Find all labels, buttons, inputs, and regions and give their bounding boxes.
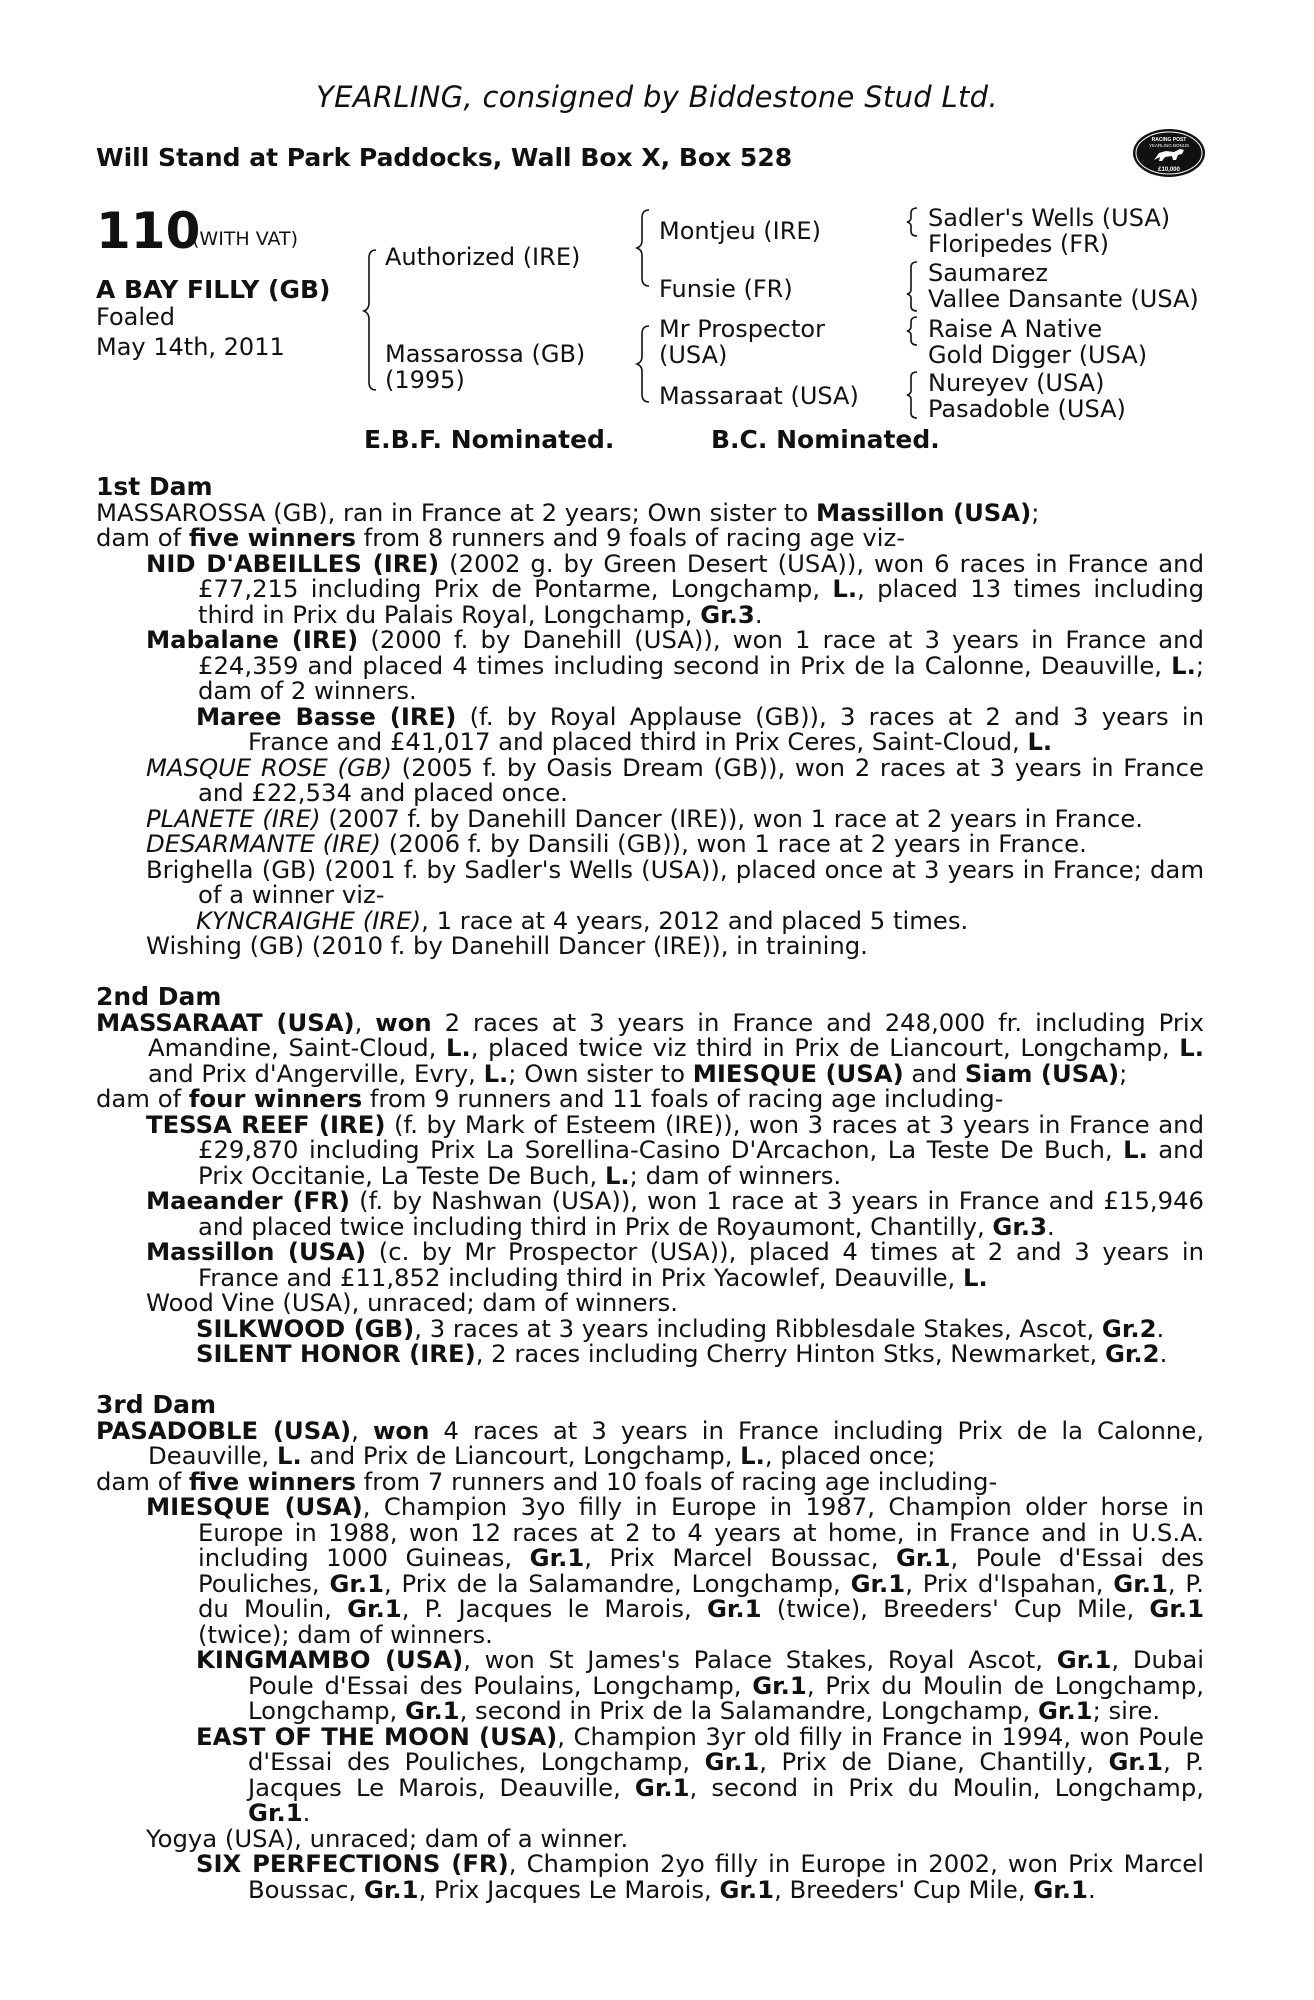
progeny-entry	[96, 831, 1204, 857]
text-run: MASSAROSSA (GB), ran in France at 2 years; Own sister to	[96, 497, 817, 527]
progeny-entry: Brighella (GB) (2001 f. by Sadler's Wells (USA)), placed once at 3 years in France; dam of a winner viz-	[146, 854, 1204, 909]
bold-text: L.	[832, 574, 858, 603]
text-run: , second in Prix du Moulin, Longchamp,	[689, 1772, 1204, 1802]
bold-text: Siam (USA)	[964, 1058, 1120, 1088]
text-run: .	[1087, 1874, 1096, 1904]
pedigree-g6: Gold Digger (USA)	[928, 341, 1148, 369]
ebf-nomination: E.B.F. Nominated.	[364, 425, 615, 454]
text-run: , placed twice viz third in Prix de Liancourt, Longchamp,	[470, 1033, 1180, 1062]
text-run: , Poule d'Essai des Pouliches,	[198, 1543, 1204, 1598]
text-run: ; Own sister to	[508, 1058, 693, 1088]
bracket-dam	[637, 326, 649, 402]
pedigree-dam	[385, 341, 585, 393]
bold-text: Gr.1	[1108, 1747, 1164, 1776]
text-run: ,	[351, 1415, 373, 1445]
bracket-g2	[907, 262, 917, 311]
progeny-entry	[96, 1494, 1204, 1647]
pedigree-g4: Vallee Dansante (USA)	[928, 285, 1199, 313]
bold-text: TESSA REEF (IRE)	[146, 1109, 386, 1139]
text-run: PLANETE (IRE)	[146, 803, 321, 833]
bold-text: KINGMAMBO (USA)	[196, 1645, 464, 1674]
text-run: DESARMANTE (IRE)	[146, 829, 382, 858]
bold-text: Massillon (USA)	[816, 497, 1032, 527]
text-run: , Prix Jacques Le Marois,	[418, 1874, 720, 1904]
progeny-entry	[96, 1341, 1204, 1367]
progeny-entry	[96, 1721, 1204, 1827]
text-run: .	[302, 1798, 311, 1827]
pedigree-dam-sire-country: (USA)	[659, 341, 728, 369]
text-run: and Prix d'Angerville, Evry,	[148, 1058, 484, 1088]
text-run: , Breeders' Cup Mile,	[774, 1874, 1034, 1904]
bold-text: MASSARAAT (USA)	[96, 1007, 355, 1037]
bold-text: Gr.2	[1101, 1313, 1157, 1343]
dam-sections	[96, 474, 1204, 1902]
bold-text: won	[372, 1415, 430, 1445]
progeny-entry: Yogya (USA), unraced; dam of a winner.	[146, 1823, 629, 1853]
bold-text: L.	[483, 1058, 509, 1088]
text-run: (twice), Breeders' Cup Mile,	[761, 1594, 1150, 1623]
text-run: .	[1159, 1339, 1168, 1368]
bracket-sire	[637, 210, 649, 286]
bold-text: Gr.2	[1104, 1339, 1160, 1368]
text-run: dam of	[96, 1466, 189, 1496]
text-run: , 2 races including Cherry Hinton Stks, Newmarket,	[475, 1339, 1105, 1368]
pedigree-g5: Raise A Native	[928, 315, 1103, 343]
text-run: .	[754, 599, 763, 629]
text-run: (2002 g. by Green Desert (USA)), won 6 races in France and £77,215 including Prix de Pontarme, Longchamp,	[198, 548, 1204, 603]
lot-name: A BAY FILLY (GB)	[96, 275, 331, 304]
consignment-heading: YEARLING, consigned by Biddestone Stud Ltd.	[316, 80, 998, 114]
dam-summary	[96, 1466, 1204, 1496]
bold-text: Maeander (FR)	[146, 1186, 350, 1215]
text-run: , second in Prix de la Salamandre, Longchamp,	[459, 1696, 1038, 1725]
bold-text: L.	[1179, 1033, 1204, 1062]
text-run: .	[1156, 1313, 1165, 1343]
text-run: , Champion 3yo filly in Europe in 1987, Champion older horse in Europe in 1988, won 12 races at 2 to 4 years at home, in France and in U.S.A. including 1000 Guineas,	[198, 1492, 1204, 1572]
text-run: (2005 f. by Oasis Dream (GB)), won 2 races at 3 years in France and £22,534 and placed once.	[198, 752, 1204, 807]
bold-text: Gr.3	[700, 599, 755, 629]
text-run: (2006 f. by Dansili (GB)), won 1 race at 2 years in France.	[381, 829, 1087, 858]
progeny-entry	[96, 1647, 1204, 1724]
text-run: (f. by Nashwan (USA)), won 1 race at 3 years in France and £15,946 and placed twice including third in Prix de Royaumont, Chantilly,	[198, 1186, 1204, 1241]
pedigree-sire-sire: Montjeu (IRE)	[659, 217, 821, 245]
logo-top-text: RACING POST	[1151, 137, 1187, 143]
dam-summary	[96, 525, 1204, 551]
bold-text: Gr.1	[529, 1543, 585, 1572]
bold-text: Gr.1	[363, 1874, 419, 1904]
text-run: , Champion 3yr old filly in France in 1994, won Poule d'Essai des Pouliches, Longchamp,	[248, 1721, 1204, 1776]
text-run: from 7 runners and 10 foals of racing age including-	[355, 1466, 998, 1496]
bold-text: Gr.1	[1033, 1874, 1088, 1904]
text-run: KYNCRAIGHE (IRE)	[196, 905, 422, 935]
section-title: 3rd Dam	[96, 1390, 216, 1419]
text-run: dam of	[96, 523, 189, 552]
bold-text: L.	[276, 1441, 302, 1470]
bold-text: L.	[1171, 650, 1196, 680]
text-run: , 3 races at 3 years including Ribblesdale Stakes, Ascot,	[414, 1313, 1102, 1343]
bold-text: Gr.1	[850, 1568, 906, 1598]
foaled-date: May 14th, 2011	[96, 333, 285, 361]
bold-text: Gr.1	[404, 1696, 460, 1725]
bold-text: L.	[740, 1441, 765, 1470]
text-run: and Prix de Liancourt, Longchamp,	[301, 1441, 741, 1470]
first-dam-section	[96, 474, 1204, 959]
bold-text: MIESQUE (USA)	[146, 1492, 363, 1521]
text-run: (2000 f. by Danehill (USA)), won 1 race at 3 years in France and £24,359 and placed 4 times including second in Prix de la Calonne, Deauville,	[198, 625, 1204, 680]
text-run: (c. by Mr Prospector (USA)), placed 4 times at 2 and 3 years in France and £11,852 including third in Prix Yacowlef, Deauville,	[198, 1237, 1204, 1292]
bold-text: Gr.1	[1056, 1645, 1112, 1674]
text-run: dam of	[96, 1084, 189, 1113]
dam-paragraph	[96, 1007, 1204, 1088]
progeny-entry	[96, 1851, 1204, 1902]
bc-nomination: B.C. Nominated.	[711, 425, 940, 454]
dam-summary	[96, 1086, 1204, 1112]
text-run: ; dam of winners.	[629, 1160, 842, 1190]
bold-text: five winners	[188, 1466, 356, 1496]
progeny-entry	[96, 1313, 1204, 1343]
text-run: , Champion 2yo filly in Europe in 2002, won Prix Marcel Boussac,	[248, 1849, 1204, 1904]
bold-text: L.	[1027, 727, 1053, 756]
text-run: , placed 13 times including third in Prix du Palais Royal, Longchamp,	[198, 574, 1204, 629]
text-run: ; sire.	[1092, 1696, 1161, 1725]
pedigree-g3: Saumarez	[928, 259, 1048, 287]
bold-text: L.	[1123, 1135, 1148, 1164]
bold-text: Gr.1	[706, 1594, 762, 1623]
text-run: ,	[354, 1007, 376, 1037]
text-run: MASQUE ROSE (GB)	[146, 752, 392, 782]
bold-text: Gr.1	[719, 1874, 775, 1904]
bold-text: SIX PERFECTIONS (FR)	[196, 1849, 509, 1878]
text-run: 4 races at 3 years in France including Prix de la Calonne, Deauville,	[148, 1415, 1204, 1470]
pedigree-dam-sire-name: Mr Prospector	[659, 315, 825, 343]
bold-text: NID D'ABEILLES (IRE)	[146, 548, 440, 578]
text-run: from 8 runners and 9 foals of racing age viz-	[355, 523, 905, 552]
text-run: ;	[1031, 497, 1040, 527]
pedigree-dam-dam: Massaraat (USA)	[659, 382, 859, 410]
bold-text: five winners	[188, 523, 356, 552]
bold-text: Maree Basse (IRE)	[196, 701, 457, 731]
stand-location: Will Stand at Park Paddocks, Wall Box X, Box 528	[96, 143, 793, 172]
bold-text: Gr.1	[895, 1543, 951, 1572]
bold-text: Gr.1	[1037, 1696, 1093, 1725]
bold-text: won	[375, 1007, 432, 1037]
progeny-entry	[96, 548, 1204, 629]
text-run: , Prix du Moulin de Longchamp, Longchamp,	[248, 1670, 1204, 1725]
text-run: , P. du Moulin,	[198, 1568, 1204, 1623]
bold-text: Gr.1	[329, 1568, 385, 1598]
text-run: 2 races at 3 years in France and 248,000 fr. including Prix Amandine, Saint-Cloud,	[148, 1007, 1204, 1062]
progeny-entry	[96, 905, 1204, 935]
text-run: , Prix de la Salamandre, Longchamp,	[384, 1568, 851, 1598]
bold-text: Gr.1	[347, 1594, 402, 1623]
lot-number: 110	[96, 202, 201, 260]
bold-text: Gr.1	[634, 1772, 690, 1802]
vat-note: (WITH VAT)	[192, 228, 299, 250]
text-run: (2007 f. by Danehill Dancer (IRE)), won 1 race at 2 years in France.	[320, 803, 1144, 833]
third-dam-section	[96, 1392, 1204, 1902]
pedigree-sire-dam: Funsie (FR)	[659, 275, 793, 303]
bold-text: Gr.1	[1113, 1568, 1168, 1598]
bold-text: Massillon (USA)	[146, 1237, 367, 1266]
text-run: , won St James's Palace Stakes, Royal Ascot,	[463, 1645, 1057, 1674]
second-dam-section	[96, 984, 1204, 1367]
pedigree-g8: Pasadoble (USA)	[928, 395, 1126, 423]
bold-text: L.	[963, 1262, 988, 1292]
progeny-entry	[96, 803, 1204, 833]
bold-text: four winners	[188, 1084, 363, 1113]
text-run: , placed once;	[764, 1441, 936, 1470]
section-title: 1st Dam	[96, 472, 213, 501]
progeny-entry	[96, 752, 1204, 807]
text-run: , P. Jacques le Marois,	[401, 1594, 707, 1623]
logo-bottom-text: £10,000	[1158, 167, 1180, 173]
bold-text: L.	[604, 1160, 630, 1190]
text-run: , Prix d'Ispahan,	[905, 1568, 1114, 1598]
text-run: ; dam of 2 winners.	[198, 650, 1204, 705]
text-run: and	[903, 1058, 965, 1088]
bold-text: Gr.3	[992, 1211, 1048, 1241]
section-title: 2nd Dam	[96, 982, 222, 1011]
pedigree-sire: Authorized (IRE)	[385, 243, 581, 271]
progeny-entry	[96, 1188, 1204, 1239]
progeny-entry: Wood Vine (USA), unraced; dam of winners.	[146, 1288, 678, 1317]
bold-text: SILENT HONOR (IRE)	[196, 1339, 476, 1368]
text-run: and Prix Occitanie, La Teste De Buch,	[198, 1135, 1205, 1190]
bold-text: PASADOBLE (USA)	[96, 1415, 352, 1445]
text-run: (f. by Mark of Esteem (IRE)), won 3 races at 3 years in France and £29,870 including Prix La Sorellina-Casino D'Arcachon, La Teste De Buch,	[198, 1109, 1204, 1164]
progeny-entry: Wishing (GB) (2010 f. by Danehill Dancer (IRE)), in training.	[146, 931, 868, 960]
text-run: , Dubai Poule d'Essai des Poulains, Longchamp,	[248, 1645, 1204, 1700]
dam-paragraph	[96, 1415, 1204, 1470]
text-run: , 1 race at 4 years, 2012 and placed 5 times.	[421, 905, 969, 935]
progeny-entry	[96, 627, 1204, 704]
bold-text: Gr.1	[704, 1747, 760, 1776]
bold-text: Gr.1	[248, 1798, 303, 1827]
pedigree-g7: Nureyev (USA)	[928, 369, 1105, 397]
bracket-g3	[907, 317, 917, 345]
pedigree-dam-year: (1995)	[385, 366, 465, 394]
progeny-entry	[96, 1239, 1204, 1290]
text-run: (twice); dam of winners.	[198, 1619, 493, 1649]
pedigree-dam-name: Massarossa (GB)	[385, 340, 586, 368]
bold-text: Gr.1	[752, 1670, 807, 1700]
logo-middle-text: YEARLING BONUS	[1148, 143, 1190, 148]
text-run: , P. Jacques Le Marois, Deauville,	[248, 1747, 1204, 1802]
text-run: ;	[1119, 1058, 1128, 1088]
bold-text: EAST OF THE MOON (USA)	[196, 1721, 558, 1751]
text-run: from 9 runners and 11 foals of racing age including-	[362, 1084, 1004, 1113]
bold-text: L.	[446, 1033, 471, 1062]
bold-text: Gr.1	[1149, 1594, 1204, 1623]
progeny-entry	[96, 701, 1205, 756]
text-run: (f. by Royal Applause (GB)), 3 races at 2 and 3 years in France and £41,017 and placed third in Prix Ceres, Saint-Cloud,	[248, 701, 1205, 756]
pedigree-g2: Floripedes (FR)	[928, 230, 1110, 258]
foaled-label: Foaled	[96, 303, 176, 331]
text-run: , Prix Marcel Boussac,	[584, 1543, 896, 1572]
bold-text: MIESQUE (USA)	[692, 1058, 904, 1088]
bold-text: SILKWOOD (GB)	[196, 1313, 415, 1343]
bracket-generation-1	[364, 250, 376, 390]
bracket-g4	[907, 372, 917, 418]
pedigree-dam-sire	[659, 316, 825, 368]
progeny-entry	[96, 1109, 1205, 1190]
text-run: .	[1047, 1211, 1055, 1241]
dam-paragraph	[96, 497, 1204, 527]
bracket-g1	[907, 208, 917, 236]
bold-text: Mabalane (IRE)	[146, 625, 359, 654]
pedigree-g1: Sadler's Wells (USA)	[928, 204, 1171, 232]
text-run: , Prix de Diane, Chantilly,	[759, 1747, 1109, 1776]
